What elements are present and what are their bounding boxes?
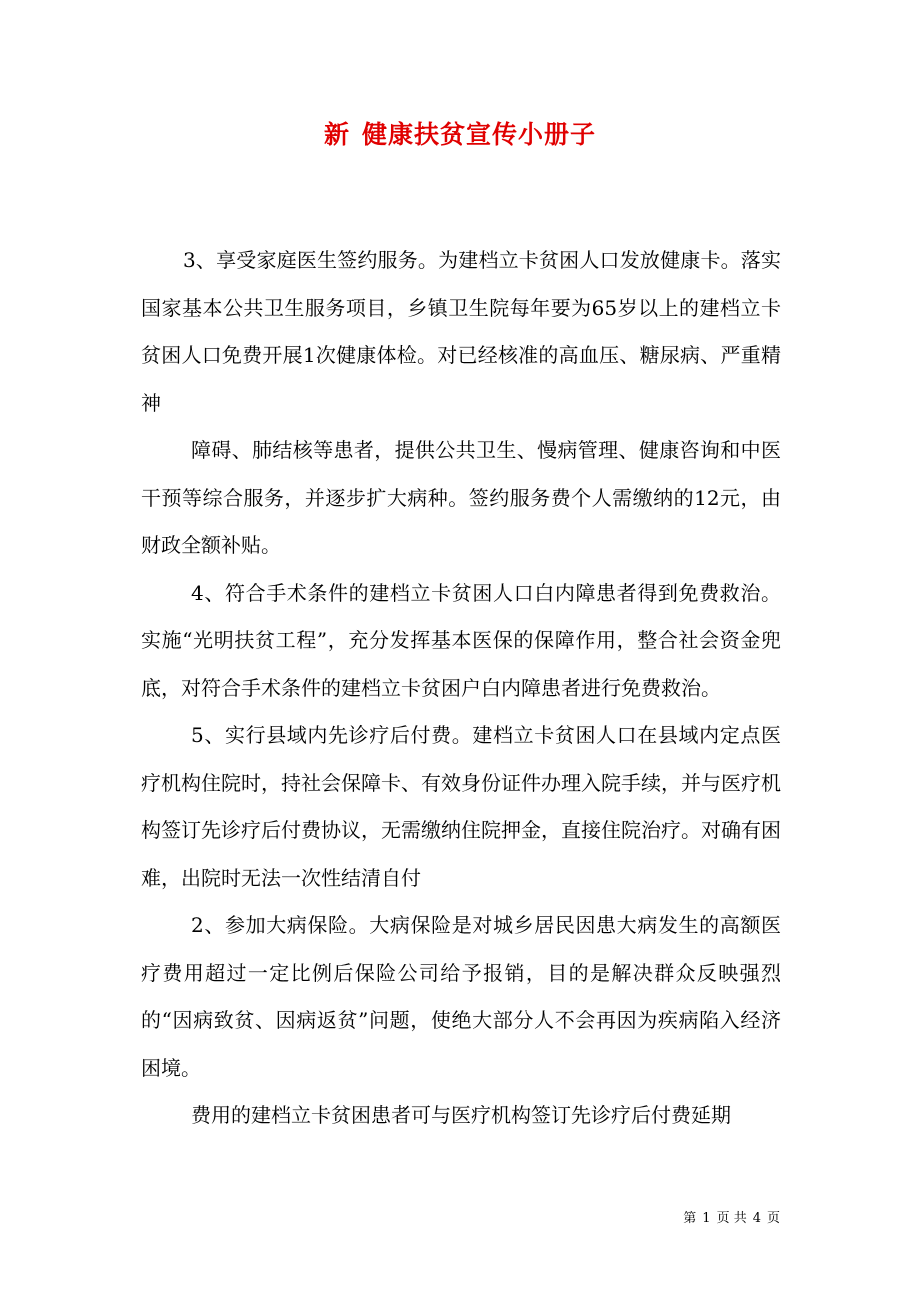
footer-current-page: 1 — [702, 1211, 711, 1226]
paragraph-critical-illness-insurance: 2、参加大病保险。大病保险是对城乡居民因患大病发生的高额医疗费用超过一定比例后保险公司给予报销，目的是解决群众反映强烈的“因病致贫、因病返贫”问题，使绝大部分人不会再因为疾病陷入经济困境。 — [141, 913, 781, 1080]
footer-label-pages: 页 — [766, 1211, 780, 1226]
footer-label-of: 页 共 — [716, 1211, 747, 1226]
paragraph-family-doctor: 3、享受家庭医生签约服务。为建档立卡贫困人口发放健康卡。落实国家基本公共卫生服务项目，乡镇卫生院每年要为65岁以上的建档立卡贫困人口免费开展1次健康体检。对已经核准的高血压、糖尿病、严重精神 — [141, 248, 781, 415]
document-body — [141, 237, 781, 1140]
footer-total-pages: 4 — [752, 1211, 761, 1226]
footer-label-page: 第 — [683, 1211, 697, 1226]
paragraph-treat-first-pay-later: 5、实行县域内先诊疗后付费。建档立卡贫困人口在县域内定点医疗机构住院时，持社会保障卡、有效身份证件办理入院手续，并与医疗机构签订先诊疗后付费协议，无需缴纳住院押金，直接住院治疗。对确有困难，出院时无法一次性结清自付 — [141, 723, 781, 890]
paragraph-chronic-disease: 障碍、肺结核等患者，提供公共卫生、慢病管理、健康咨询和中医干预等综合服务，并逐步扩大病种。签约服务费个人需缴纳的12元，由财政全额补贴。 — [141, 438, 781, 557]
page-footer — [683, 1207, 780, 1226]
title-main: 健康扶贫宣传小册子 — [362, 120, 597, 149]
title-prefix: 新 — [323, 120, 350, 149]
paragraph-deferred-payment: 费用的建档立卡贫困患者可与医疗机构签订先诊疗后付费延期 — [191, 1103, 731, 1127]
document-title — [0, 115, 920, 151]
paragraph-cataract: 4、符合手术条件的建档立卡贫困人口白内障患者得到免费救治。实施“光明扶贫工程”，充分发挥基本医保的保障作用，整合社会资金兜底，对符合手术条件的建档立卡贫困户白内障患者进行免费救治。 — [141, 580, 781, 700]
